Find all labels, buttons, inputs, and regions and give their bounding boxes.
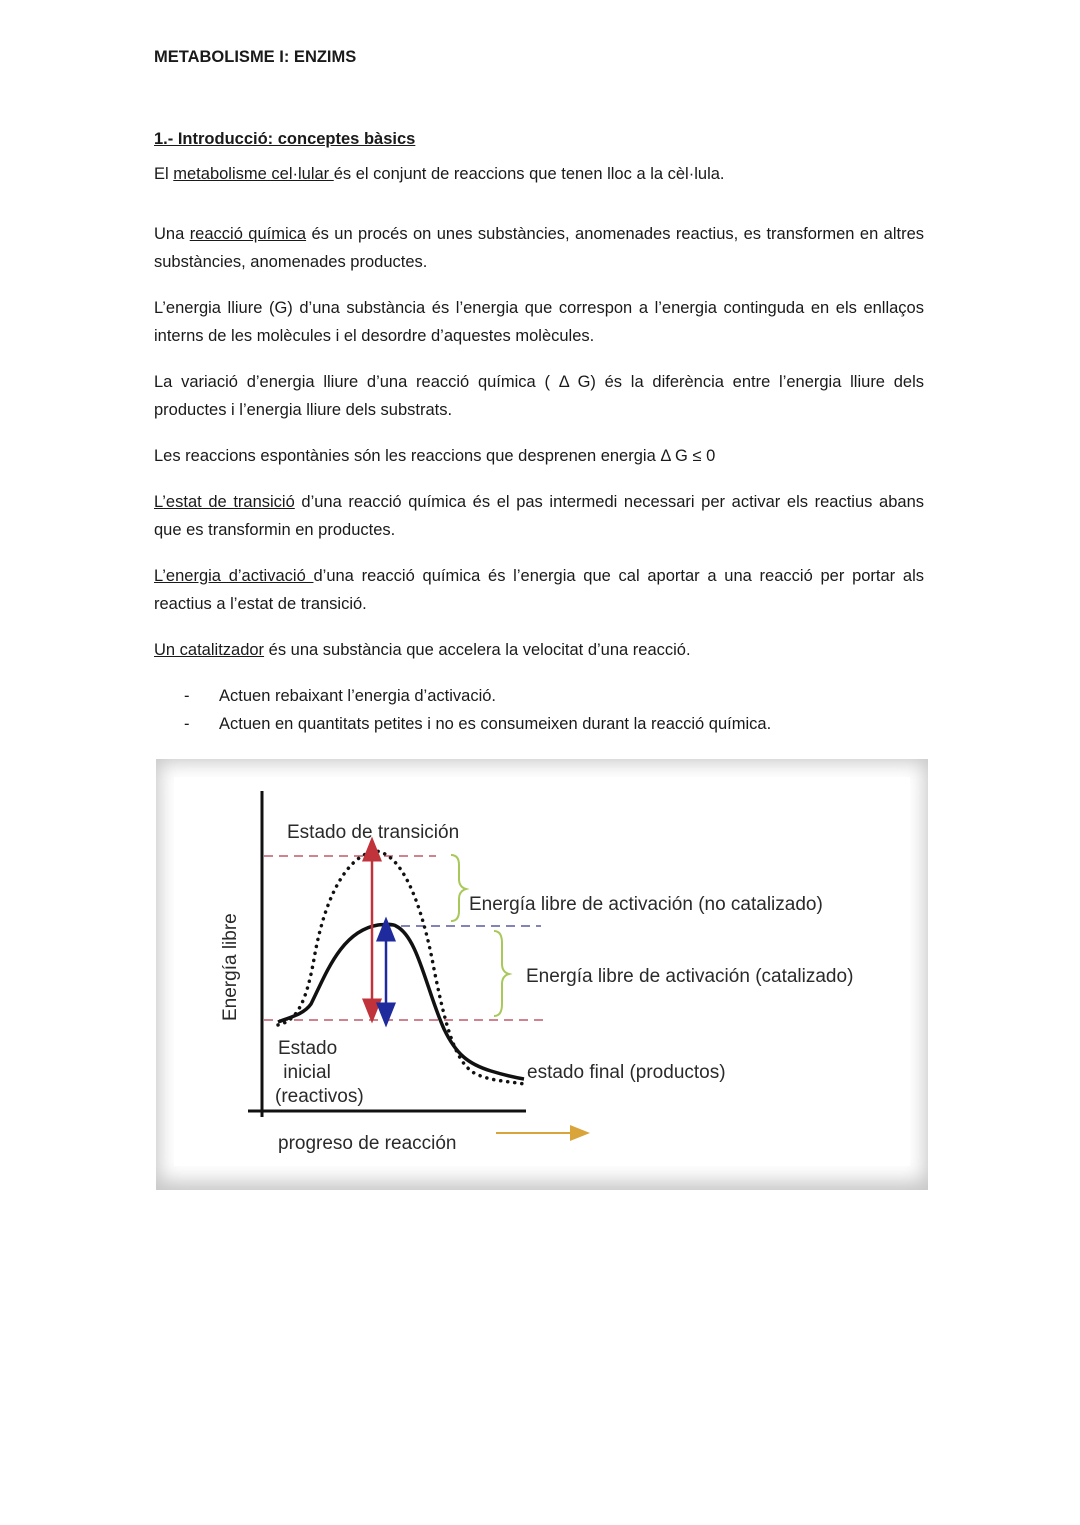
paragraph-activation-energy: [154, 562, 924, 618]
initial-state-label-line1: Estado: [278, 1038, 338, 1059]
catalyzed-brace-icon: [494, 931, 509, 1016]
document-title: METABOLISME I: ENZIMS: [154, 48, 357, 66]
section-heading: 1.- Introducció: conceptes bàsics: [154, 130, 416, 148]
transition-state-label: Estado de transición: [287, 822, 460, 843]
term-chemical-reaction: reacció química: [189, 225, 307, 243]
text: Una: [154, 225, 190, 243]
reaction-energy-diagram: [156, 759, 928, 1190]
bullet-dash: -: [184, 687, 190, 705]
catalyzed-activation-label: Energía libre de activación (catalizado): [526, 966, 854, 987]
paragraph-spontaneous: Les reaccions espontànies són les reaccions que desprenen energia Δ G ≤ 0: [154, 447, 716, 465]
paragraph-metabolism: [154, 160, 924, 188]
paragraph-delta-g: La variació d’energia lliure d’una reacció química ( Δ G) és la diferència entre l’energia lliure dels productes i l’energia lliure dels substrats.: [154, 373, 924, 419]
term-metabolism: metabolisme cel·lular: [173, 165, 334, 183]
term-transition-state: L’estat de transició: [154, 493, 295, 511]
initial-state-label-line2: inicial: [278, 1062, 331, 1083]
text: és el conjunt de reaccions que tenen lloc a la cèl·lula.: [333, 165, 725, 183]
bullet-dash: -: [184, 715, 190, 733]
text: d’una reacció química és el pas intermedi necessari per activar els reactius abans que es transformin en productes.: [154, 493, 924, 539]
paragraph-chemical-reaction: [154, 220, 924, 276]
list-item: [154, 682, 924, 710]
y-axis-label: Energía libre: [220, 913, 241, 1021]
term-catalyst: Un catalitzador: [154, 641, 265, 659]
paragraph-transition-state: [154, 488, 924, 544]
text: és un procés on unes substàncies, anomenades reactius, es transformen en altres substàncies, anomenades productes.: [154, 225, 924, 271]
catalyst-bullet-list: [154, 682, 924, 738]
term-activation-energy: L’energia d’activació: [154, 567, 314, 585]
text: és una substància que accelera la velocitat d’una reacció.: [264, 641, 691, 659]
final-state-label: estado final (productos): [527, 1062, 726, 1083]
energy-diagram-figure: [156, 759, 928, 1190]
uncatalyzed-activation-label: Energía libre de activación (no catalizado): [469, 894, 823, 915]
x-axis-label: progreso de reacción: [278, 1133, 457, 1154]
uncatalyzed-brace-icon: [451, 855, 466, 921]
paragraph-free-energy: L’energia lliure (G) d’una substància és l’energia que correspon a l’energia continguda en els enllaços interns de les molècules i el desordre d’aquestes molècules.: [154, 299, 924, 345]
text: El: [154, 165, 174, 183]
paragraph-catalyst: [154, 636, 924, 664]
initial-state-label-line3: (reactivos): [275, 1086, 364, 1107]
text: d’una reacció química és l’energia que cal aportar a una reacció per portar als reactius a l’estat de transició.: [154, 567, 924, 613]
bullet-text: Actuen en quantitats petites i no es consumeixen durant la reacció química.: [219, 715, 772, 733]
list-item: [154, 710, 924, 738]
bullet-text: Actuen rebaixant l’energia d’activació.: [219, 687, 496, 705]
